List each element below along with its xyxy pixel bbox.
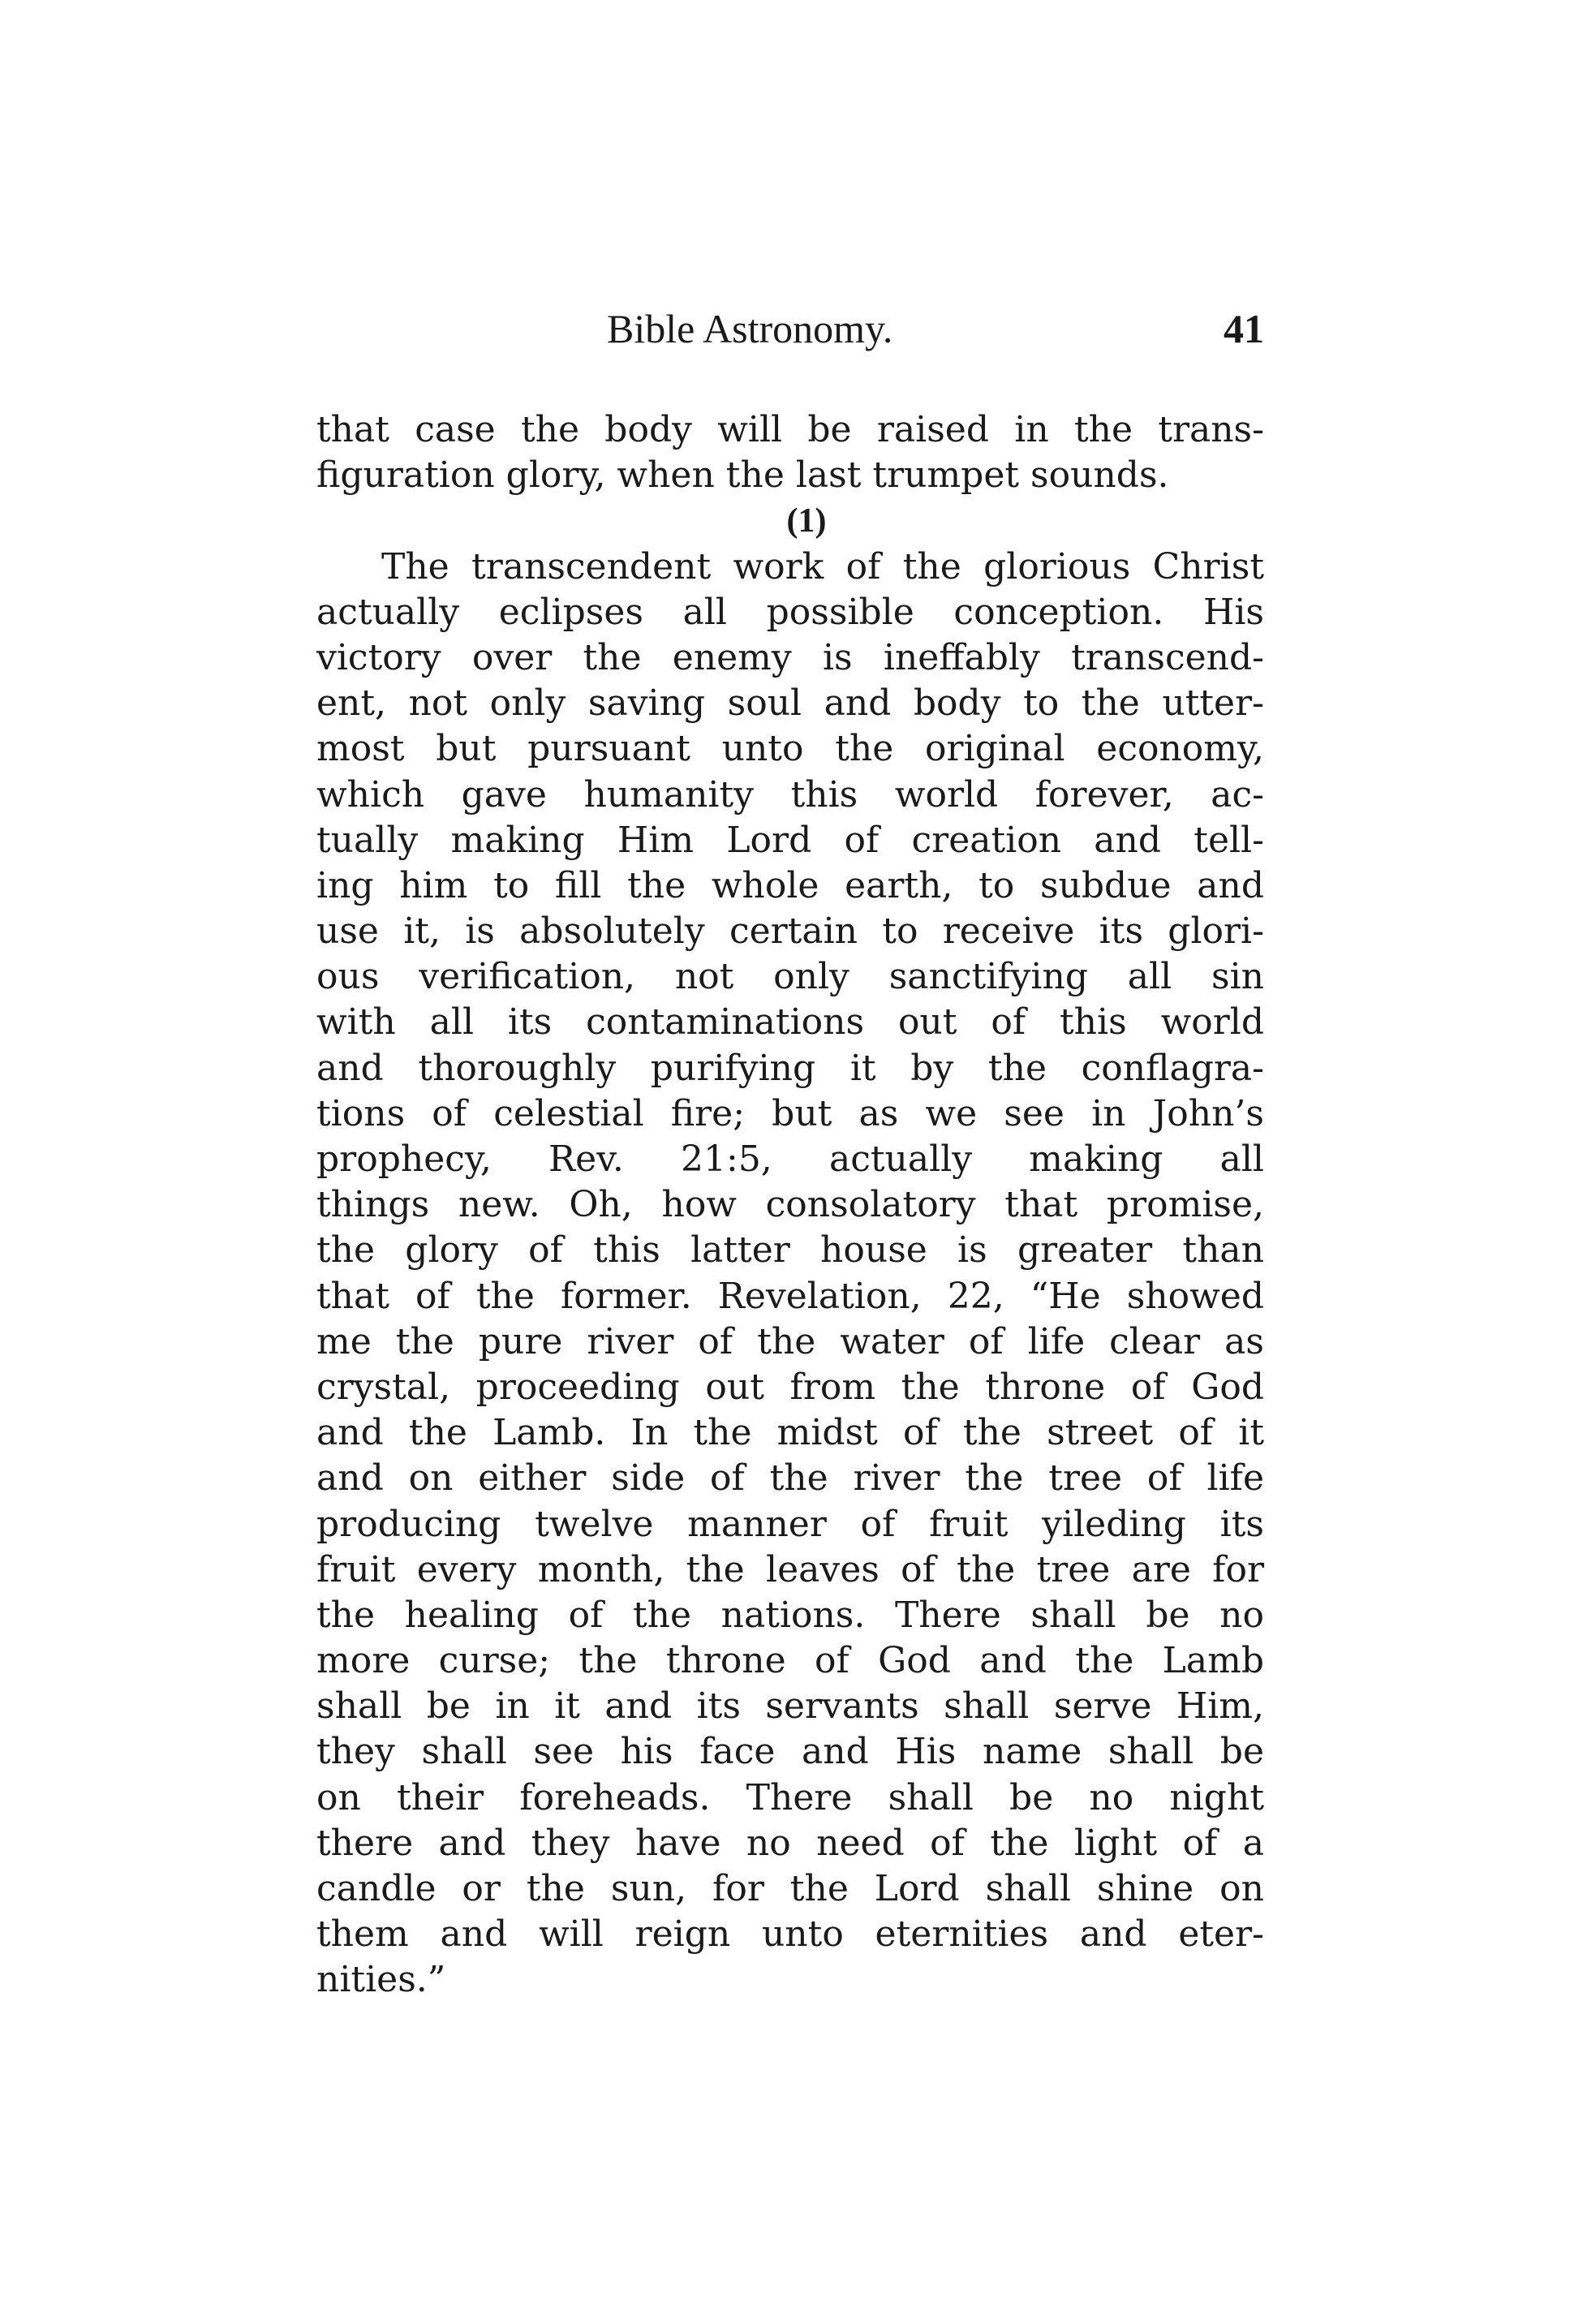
text-line: that case the body will be raised in the trans- xyxy=(316,409,1264,450)
text-line: things new. Oh, how consolatory that promise, xyxy=(316,1184,1264,1226)
text-line: more curse; the throne of God and the Lamb xyxy=(316,1640,1264,1682)
paragraph-main xyxy=(316,544,1264,2003)
text-line: them and will reign unto eternities and eter- xyxy=(316,1913,1264,1956)
text-line: prophecy, Rev. 21:5, actually making all xyxy=(316,1138,1264,1180)
text-line: ing him to fill the whole earth, to subdue and xyxy=(316,864,1264,906)
text-line: most but pursuant unto the original economy, xyxy=(316,728,1264,770)
text-line: producing twelve manner of fruit yileding its xyxy=(316,1503,1264,1545)
text-line: nities.” xyxy=(316,1959,446,2001)
text-line: me the pure river of the water of life clear as xyxy=(316,1320,1264,1362)
running-head xyxy=(316,300,1264,357)
page-number: 41 xyxy=(1224,306,1264,351)
text-line: victory over the enemy is ineffably transcend- xyxy=(316,636,1264,678)
running-title: Bible Astronomy. xyxy=(607,306,893,351)
text-line: fruit every month, the leaves of the tree are for xyxy=(316,1548,1264,1590)
text-line: tually making Him Lord of creation and tell- xyxy=(316,819,1264,861)
text-line: there and they have no need of the light of a xyxy=(316,1822,1264,1864)
body-text xyxy=(316,407,1264,2003)
text-line: crystal, proceeding out from the throne of God xyxy=(316,1366,1264,1408)
text-line: and on either side of the river the tree of life xyxy=(316,1457,1264,1500)
text-line: ent, not only saving soul and body to the utter- xyxy=(316,682,1264,725)
text-line: figuration glory, when the last trumpet sounds. xyxy=(316,454,1169,497)
text-line: candle or the sun, for the Lord shall shine on xyxy=(316,1868,1264,1909)
text-line: shall be in it and its servants shall serve Him, xyxy=(316,1685,1264,1728)
paragraph-continued xyxy=(316,407,1264,498)
text-line: on their foreheads. There shall be no night xyxy=(316,1776,1264,1818)
text-line: tions of celestial fire; but as we see in John’s xyxy=(316,1092,1264,1134)
section-marker: (1) xyxy=(786,502,827,540)
text-line: the healing of the nations. There shall be no xyxy=(316,1594,1264,1636)
text-line: ous verification, not only sanctifying all sin xyxy=(316,956,1264,998)
text-line: the glory of this latter house is greater than xyxy=(316,1229,1264,1272)
text-line: actually eclipses all possible conception. His xyxy=(316,591,1264,633)
text-line: with all its contaminations out of this world xyxy=(316,1001,1264,1044)
text-line: which gave humanity this world forever, ac- xyxy=(316,773,1264,816)
text-line: that of the former. Revelation, 22, “He showed xyxy=(316,1275,1264,1317)
text-line: and the Lamb. In the midst of the street of it xyxy=(316,1412,1264,1454)
text-line: and thoroughly purifying it by the conflagra- xyxy=(316,1047,1264,1089)
text-line: The transcendent work of the glorious Christ xyxy=(381,545,1264,587)
text-line: they shall see his face and His name shall be xyxy=(316,1731,1264,1773)
text-line: use it, is absolutely certain to receive its glori- xyxy=(316,910,1264,953)
